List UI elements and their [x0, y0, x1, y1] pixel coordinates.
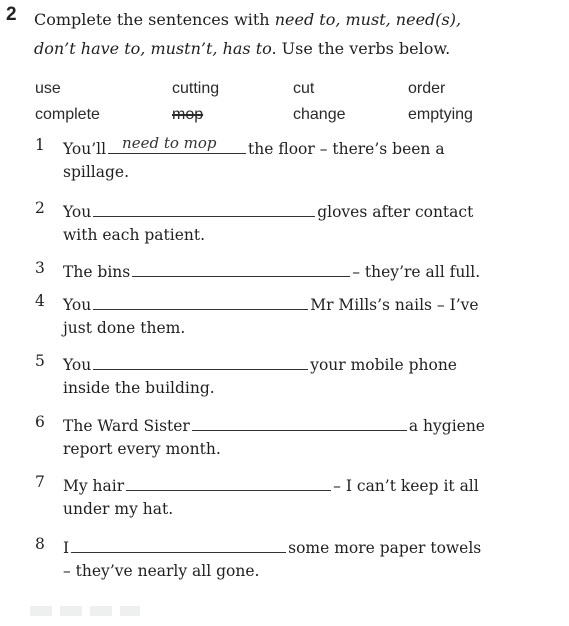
item-text-before: You [63, 296, 92, 314]
answer-text: need to mop [122, 134, 217, 152]
word-bank-item: cut [293, 80, 315, 97]
answer-blank[interactable] [132, 259, 350, 277]
item-text-before: My hair [63, 477, 125, 495]
item-text-after: gloves after contact [317, 203, 474, 221]
item-text-continued: inside the building. [63, 379, 215, 397]
exercise-instruction [34, 5, 554, 63]
word-bank-item: complete [35, 106, 100, 123]
item-text-after: – I can’t keep it all [333, 477, 479, 495]
item-text-after: – they’re all full. [352, 263, 481, 281]
item-number: 5 [35, 352, 45, 370]
answer-blank[interactable] [192, 413, 407, 431]
item-text-before: You [63, 203, 92, 221]
item-text-before: You [63, 356, 92, 374]
item-number: 8 [35, 535, 45, 553]
item-text-after: the floor – there’s been a [248, 140, 445, 158]
item-text-before: I [63, 539, 70, 557]
item-text-continued: just done them. [63, 319, 186, 337]
instruction-text-2: Use the verbs below. [276, 39, 451, 58]
word-bank-item-used: mop [172, 106, 204, 123]
answer-blank[interactable] [93, 292, 308, 310]
next-page-fragment [30, 606, 140, 616]
word-bank-item: cutting [172, 80, 220, 97]
item-text-after: a hygiene [408, 417, 485, 435]
word-bank-item: emptying [408, 106, 473, 123]
instruction-modals-2: don’t have to, mustn’t, has to. [34, 39, 277, 58]
item-number: 6 [35, 413, 45, 431]
instruction-modals: need to, must, need(s), [274, 10, 462, 29]
item-text-after: Mr Mills’s nails – I’ve [310, 296, 479, 314]
exercise-number: 2 [6, 4, 17, 25]
instruction-text: Complete the sentences with [34, 10, 275, 29]
word-bank-item: change [293, 106, 346, 123]
answer-blank[interactable] [71, 535, 286, 553]
item-text-after: your mobile phone [310, 356, 457, 374]
item-text-continued: under my hat. [63, 500, 174, 518]
item-text-before: The Ward Sister [63, 417, 190, 435]
word-bank-item: use [35, 80, 61, 97]
item-number: 1 [35, 136, 45, 154]
word-bank-item: order [408, 80, 446, 97]
item-number: 4 [35, 292, 45, 310]
answer-blank[interactable] [108, 136, 246, 154]
item-text-after: some more paper towels [288, 539, 482, 557]
item-text-continued: spillage. [63, 163, 130, 181]
item-text-before: You’ll [63, 140, 107, 158]
item-text-continued: report every month. [63, 440, 221, 458]
answer-blank[interactable] [93, 352, 308, 370]
item-text-before: The bins [63, 263, 131, 281]
item-text-continued: with each patient. [63, 226, 206, 244]
answer-blank[interactable] [93, 199, 315, 217]
item-number: 3 [35, 259, 45, 277]
item-number: 7 [35, 473, 45, 491]
answer-blank[interactable] [126, 473, 331, 491]
item-text-continued: – they’ve nearly all gone. [63, 562, 260, 580]
item-number: 2 [35, 199, 45, 217]
